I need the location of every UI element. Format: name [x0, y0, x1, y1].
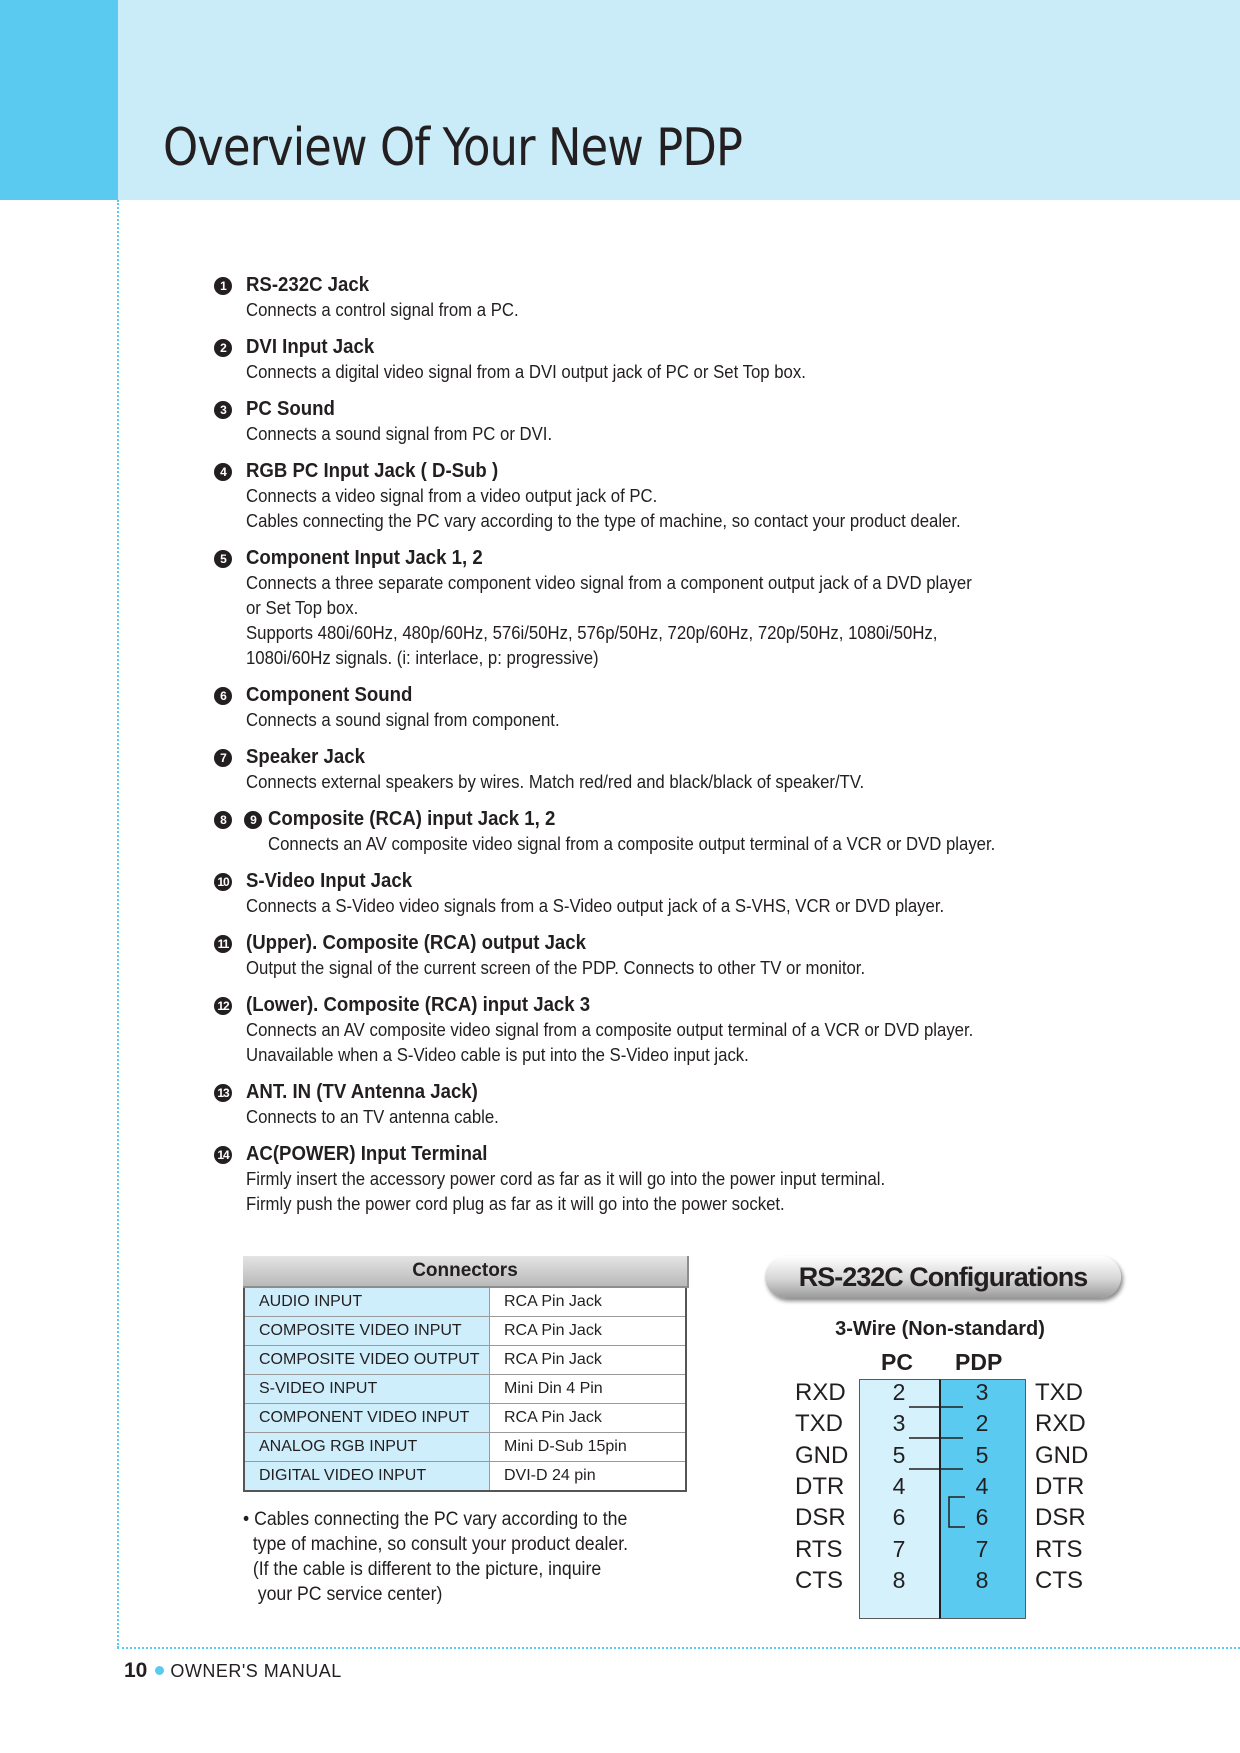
pdp-signal-label: TXD [1035, 1379, 1083, 1406]
connector-type-cell: COMPOSITE VIDEO OUTPUT [244, 1346, 490, 1375]
item-title: Component Input Jack 1, 2 [246, 547, 483, 569]
connector-type-cell: COMPOSITE VIDEO INPUT [244, 1317, 490, 1346]
item-number-badge: 8 [214, 811, 232, 829]
pc-signal-label: TXD [795, 1410, 843, 1438]
pc-column-header: PC [881, 1349, 913, 1375]
item-description: Supports 480i/60Hz, 480p/60Hz, 576i/50Hz, 576p/50Hz, 720p/60Hz, 720p/50Hz, 1080i/50Hz, [246, 623, 938, 643]
connector-type-cell: AUDIO INPUT [244, 1288, 490, 1317]
pc-pin-number: 5 [892, 1441, 906, 1468]
page-footer [124, 1659, 342, 1683]
item-description: Connects external speakers by wires. Match red/red and black/black of speaker/TV. [246, 772, 865, 792]
pdp-signal-label: RTS [1035, 1535, 1083, 1563]
item-title: PC Sound [246, 398, 335, 420]
page-title: Overview Of Your New PDP [163, 118, 743, 178]
item-number-badge: 5 [214, 550, 232, 568]
pdp-pin-number: 7 [975, 1535, 989, 1562]
note-line: • Cables connecting the PC vary according to the [243, 1509, 628, 1530]
pdp-pin-number: 3 [975, 1379, 989, 1405]
item-number-badge: 12 [214, 997, 232, 1015]
pc-pin-number: 6 [892, 1504, 906, 1531]
item-description: Connects an AV composite video signal from a composite output terminal of a VCR or DVD player. [268, 834, 996, 854]
item-title: Component Sound [246, 684, 413, 706]
item-number-badge: 9 [244, 811, 262, 829]
pc-pin-number: 4 [892, 1472, 906, 1499]
rs232-wire-title: 3-Wire (Non-standard) [835, 1318, 1045, 1340]
pc-signal-label: GND [795, 1441, 849, 1469]
item-description: Cables connecting the PC vary according to the type of machine, so contact your product dealer. [246, 511, 961, 531]
item-title: AC(POWER) Input Terminal [246, 1143, 488, 1165]
item-description: Connects to an TV antenna cable. [246, 1107, 499, 1127]
item-number-badge: 2 [214, 339, 232, 357]
pc-signal-label: RXD [795, 1379, 846, 1406]
item-title: Speaker Jack [246, 746, 365, 768]
item-number-badge: 11 [214, 935, 232, 953]
item-number-badge: 4 [214, 463, 232, 481]
note-line: (If the cable is different to the picture, inquire [243, 1559, 602, 1580]
page-number: 10 [124, 1659, 148, 1682]
item-number-badge: 6 [214, 687, 232, 705]
pdp-signal-label: DTR [1035, 1472, 1085, 1500]
item-title: RS-232C Jack [246, 274, 370, 296]
pc-pin-number: 8 [892, 1566, 906, 1593]
pc-pin-number: 3 [892, 1410, 906, 1437]
item-description: Connects an AV composite video signal from a composite output terminal of a VCR or DVD player. [246, 1020, 974, 1040]
item-description: Connects a S-Video video signals from a S-Video output jack of a S-VHS, VCR or DVD player. [246, 896, 945, 916]
item-number-badge: 10 [214, 873, 232, 891]
pdp-pin-number: 4 [975, 1472, 989, 1499]
pdp-signal-label: RXD [1035, 1410, 1086, 1438]
item-description: Firmly push the power cord plug as far as it will go into the power socket. [246, 1194, 785, 1214]
item-title: (Lower). Composite (RCA) input Jack 3 [246, 994, 591, 1016]
loopback-4-6 [949, 1497, 965, 1527]
footer-label: OWNER'S MANUAL [170, 1661, 342, 1681]
item-title: (Upper). Composite (RCA) output Jack [246, 932, 586, 954]
item-number-badge: 3 [214, 401, 232, 419]
pdp-pin-number: 6 [975, 1504, 989, 1531]
connector-spec-cell: RCA Pin Jack [490, 1404, 687, 1433]
pc-signal-label: DTR [795, 1472, 845, 1500]
pc-signal-label: CTS [795, 1566, 843, 1594]
item-description: Connects a control signal from a PC. [246, 300, 519, 320]
note-line: your PC service center) [243, 1584, 443, 1605]
rs232-title-badge: RS-232C Configurations [765, 1256, 1121, 1298]
pc-pin-number: 7 [892, 1535, 906, 1562]
connectors-table-header: Connectors [243, 1256, 689, 1288]
item-title: ANT. IN (TV Antenna Jack) [246, 1081, 478, 1103]
connector-spec-cell: Mini D-Sub 15pin [490, 1433, 687, 1462]
item-description: Connects a video signal from a video output jack of PC. [246, 486, 658, 506]
connector-spec-cell: RCA Pin Jack [490, 1288, 687, 1317]
pc-pin-number: 2 [892, 1379, 906, 1405]
item-description: Unavailable when a S-Video cable is put into the S-Video input jack. [246, 1045, 749, 1065]
connector-type-cell: S-VIDEO INPUT [244, 1375, 490, 1404]
connector-spec-cell: RCA Pin Jack [490, 1317, 687, 1346]
connector-type-cell: ANALOG RGB INPUT [244, 1433, 490, 1462]
item-number-badge: 1 [214, 277, 232, 295]
pdp-signal-label: DSR [1035, 1504, 1086, 1532]
item-title: RGB PC Input Jack ( D-Sub ) [246, 460, 499, 482]
pdp-signal-label: GND [1035, 1441, 1089, 1469]
item-title: Composite (RCA) input Jack 1, 2 [268, 808, 556, 830]
item-description: Firmly insert the accessory power cord as far as it will go into the power input terminal. [246, 1169, 886, 1189]
item-description: Connects a sound signal from PC or DVI. [246, 424, 553, 444]
item-description: Connects a digital video signal from a DVI output jack of PC or Set Top box. [246, 362, 806, 382]
item-description: Output the signal of the current screen of the PDP. Connects to other TV or monitor. [246, 958, 866, 978]
item-description: Connects a three separate component video signal from a component output jack of a DVD player [246, 573, 972, 593]
item-description: 1080i/60Hz signals. (i: interlace, p: progressive) [246, 648, 599, 668]
item-number-badge: 14 [214, 1146, 232, 1164]
item-description: or Set Top box. [246, 598, 359, 618]
footer-bullet-icon [155, 1666, 164, 1675]
connector-spec-cell: DVI-D 24 pin [490, 1462, 687, 1492]
connector-type-cell: COMPONENT VIDEO INPUT [244, 1404, 490, 1433]
pdp-column-header: PDP [955, 1349, 1003, 1375]
connector-spec-cell: RCA Pin Jack [490, 1346, 687, 1375]
pc-signal-label: RTS [795, 1535, 843, 1563]
item-description: Connects a sound signal from component. [246, 710, 560, 730]
connector-type-cell: DIGITAL VIDEO INPUT [244, 1462, 490, 1492]
pdp-pin-number: 5 [975, 1441, 989, 1468]
pc-signal-label: DSR [795, 1504, 846, 1532]
item-title: DVI Input Jack [246, 336, 375, 358]
note-line: type of machine, so consult your product dealer. [243, 1534, 629, 1555]
pdp-pin-number: 2 [975, 1410, 989, 1437]
item-number-badge: 7 [214, 749, 232, 767]
pdp-pin-number: 8 [975, 1566, 989, 1593]
connector-spec-cell: Mini Din 4 Pin [490, 1375, 687, 1404]
item-number-badge: 13 [214, 1084, 232, 1102]
pdp-signal-label: CTS [1035, 1566, 1083, 1594]
item-title: S-Video Input Jack [246, 870, 413, 892]
